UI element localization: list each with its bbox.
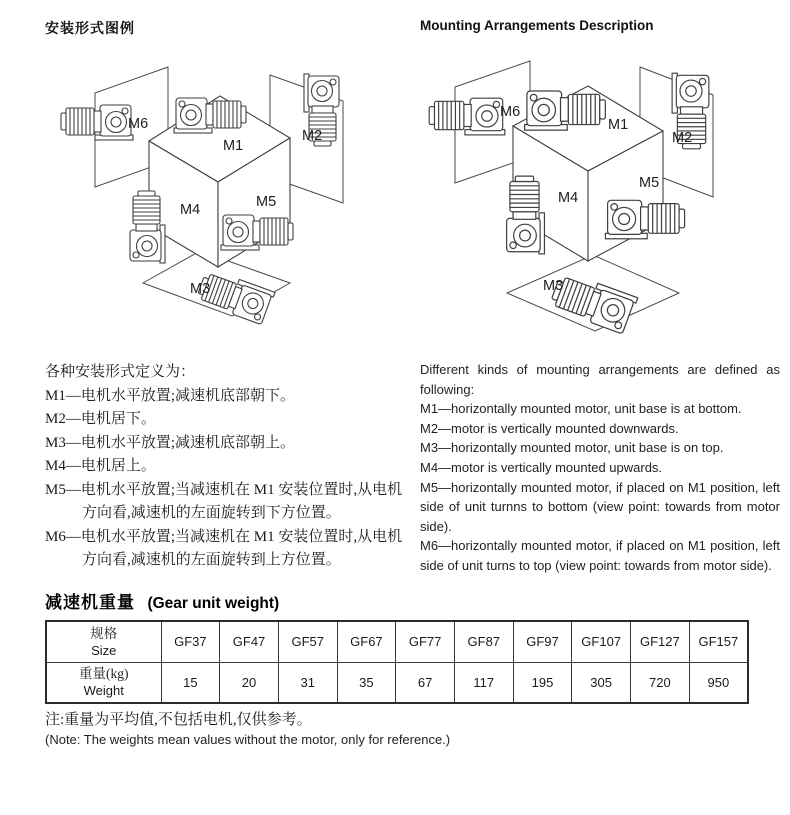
weight-row-header-en: Weight [83,683,124,699]
definition-cn-m1: M1—电机水平放置;减速机底部朝下。 [45,387,296,404]
definition-en-m5: M5—horizontally mounted motor, if placed on M1 position, left side of unit turnns to bottom (view point: towards from motor side). [420,479,780,534]
definitions-english [420,360,780,576]
weight-note-chinese: 注:重量为平均值,不包括电机,仅供参考。 [45,712,312,728]
weight-row-header [46,662,161,703]
weight-row-header-cn: 重量(kg) [79,666,129,682]
weight-section-title-english: (Gear unit weight) [147,595,280,612]
definition-en-m6: M6—horizontally mounted motor, if placed on M1 position, left side of unit turns to top (view point: towards from motor side). [420,538,780,573]
gearmotor-m4 [130,191,165,263]
definition-cn-m6: M6—电机水平放置;当减速机在 M1 安装位置时,从电机方向看,减速机的左面旋转到上方位置。 [45,528,403,568]
definition-cn-m2: M2—电机居下。 [45,411,156,427]
definition-en-m2: M2—motor is vertically mounted downwards. [420,420,679,436]
size-cell: GF57 [278,621,337,662]
definition-en-m4: M4—motor is vertically mounted upwards. [420,459,663,475]
gear-unit-weight-table [45,620,749,704]
definition-en-m1: M1—horizontally mounted motor, unit base is at bottom. [420,401,742,417]
size-cell: GF67 [337,621,396,662]
label-m1: M1 [223,138,244,154]
definition-cn-m4: M4—电机居上。 [45,458,156,474]
label-m1: M1 [608,117,629,133]
page-title-chinese: 安装形式图例 [45,20,135,36]
size-cell: GF47 [220,621,279,662]
mounting-diagram-left [40,55,410,365]
label-m2: M2 [302,128,323,144]
weight-cell: 31 [278,662,337,703]
gearmotor-m4 [507,176,545,254]
definition-cn-m3: M3—电机水平放置;减速机底部朝上。 [45,434,296,451]
page-title-english: Mounting Arrangements Description [420,18,654,33]
mounting-diagram-right-svg [415,53,790,361]
weight-cell: 950 [689,662,748,703]
weight-section-title [45,588,279,613]
label-m5: M5 [639,175,660,191]
mounting-diagram-left-svg [40,55,410,360]
definition-cn-m5: M5—电机水平放置;当减速机在 M1 安装位置时,从电机方向看,减速机的左面旋转到下方位置。 [45,481,403,521]
weight-cell: 720 [631,662,690,703]
size-cell: GF37 [161,621,220,662]
gearmotor-m6 [429,98,505,135]
weight-section-title-chinese: 减速机重量 [45,593,135,612]
size-cell: GF87 [454,621,513,662]
size-row-header [46,621,161,662]
label-m2: M2 [672,130,693,146]
label-m3: M3 [543,278,564,294]
label-m4: M4 [180,202,201,218]
definition-en-m3: M3—horizontally mounted motor, unit base is on top. [420,440,724,456]
label-m6: M6 [128,116,149,132]
weight-cell: 15 [161,662,220,703]
label-m4: M4 [558,190,579,206]
label-m5: M5 [256,194,277,210]
definitions-chinese-intro: 各种安装形式定义为： [45,364,196,380]
size-row-header-en: Size [91,642,117,658]
table-row-sizes [46,621,748,662]
size-cell: GF77 [396,621,455,662]
size-cell: GF107 [572,621,631,662]
definitions-english-intro: Different kinds of mounting arrangements are defined as following: [420,362,780,397]
definitions-chinese [45,361,411,573]
table-row-weights [46,662,748,703]
mounting-diagram-right [415,53,790,366]
weight-cell: 117 [454,662,513,703]
weight-cell: 305 [572,662,631,703]
weight-cell: 67 [396,662,455,703]
size-row-header-cn: 规格 [90,625,118,641]
weight-cell: 20 [220,662,279,703]
label-m3: M3 [190,281,211,297]
size-cell: GF157 [689,621,748,662]
gearmotor-m1 [525,91,606,130]
gearmotor-m6 [61,105,133,140]
size-cell: GF127 [631,621,690,662]
size-cell: GF97 [513,621,572,662]
weight-cell: 35 [337,662,396,703]
weight-cell: 195 [513,662,572,703]
label-m6: M6 [500,104,521,120]
weight-note-english: (Note: The weights mean values without the motor, only for reference.) [45,732,451,747]
